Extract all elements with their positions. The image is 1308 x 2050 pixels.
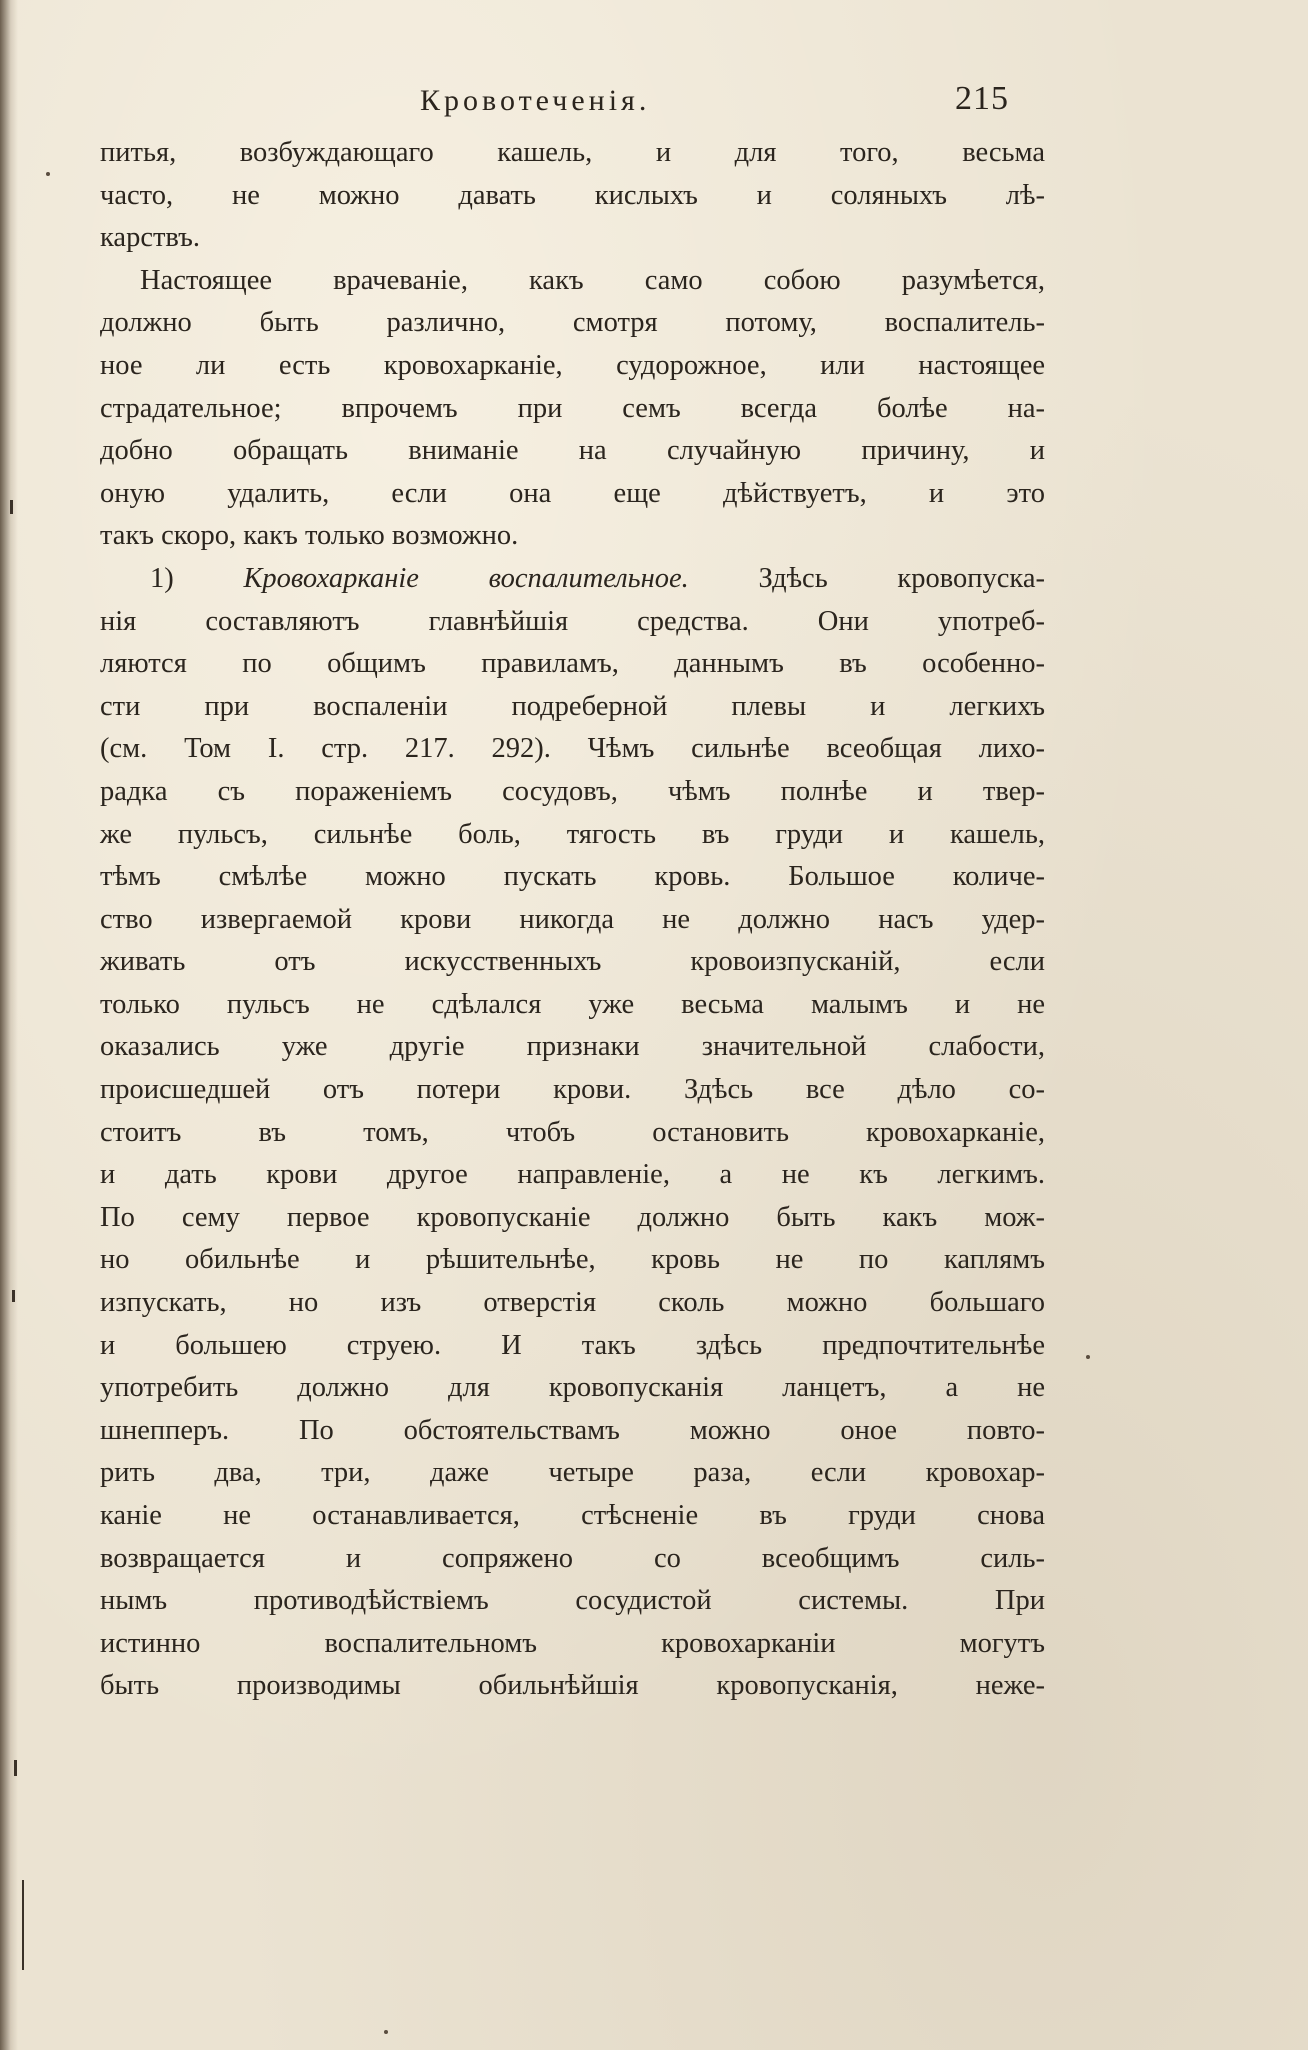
paragraph-start-line: Настоящее врачеваніе, какъ само собою разумѣется, [140, 264, 1045, 296]
ink-speck [1086, 1355, 1090, 1359]
text-line: (см. Том I. стр. 217. 292). Чѣмъ сильнѣе всеобщая лихо- [100, 733, 1045, 765]
text-line: живать отъ искусственныхъ кровоизпусканій, если [100, 946, 1045, 978]
text-line: возвращается и сопряжено со всеобщимъ силь- [100, 1542, 1045, 1574]
text-line: ное ли есть кровохарканіе, судорожное, или настоящее [100, 349, 1045, 381]
text-line: ство извергаемой крови никогда не должно насъ удер- [100, 903, 1045, 935]
ink-speck [384, 2030, 388, 2034]
section-title-rest: Здѣсь кровопуска- [758, 562, 1045, 594]
body-text [100, 132, 1045, 1708]
text-line: только пульсъ не сдѣлался уже весьма малымъ и не [100, 988, 1045, 1020]
text-line: быть производимы обильнѣйшія кровопусканія, неже- [100, 1670, 1045, 1702]
margin-mark [22, 1880, 24, 1970]
text-line: ляются по общимъ правиламъ, даннымъ въ особенно- [100, 648, 1045, 680]
text-line: и дать крови другое направленіе, а не къ легкимъ. [100, 1159, 1045, 1191]
text-line: питья, возбуждающаго кашель, и для того, весьма [100, 137, 1045, 168]
text-line: шнепперъ. По обстоятельствамъ можно оное повто- [100, 1414, 1045, 1446]
text-line: истинно воспалительномъ кровохарканіи могутъ [100, 1627, 1045, 1659]
text-line: страдательное; впрочемъ при семъ всегда болѣе на- [100, 392, 1045, 424]
margin-mark [12, 1290, 15, 1302]
section-title: Кровохарканіе воспалительное. [243, 562, 689, 594]
text-line: тѣмъ смѣлѣе можно пускать кровь. Большое количе- [100, 861, 1045, 893]
text-line: каніе не останавливается, стѣсненіе въ груди снова [100, 1500, 1045, 1531]
section-heading-line [100, 558, 1045, 601]
text-line: употребить должно для кровопусканія ланцетъ, а не [100, 1372, 1045, 1404]
text-line: но обильнѣе и рѣшительнѣе, кровь не по каплямъ [100, 1244, 1045, 1276]
page-number: 215 [955, 80, 1009, 117]
text-line: часто, не можно давать кислыхъ и соляныхъ лѣ- [100, 179, 1045, 211]
text-line: стоитъ въ томъ, чтобъ остановить кровохарканіе, [100, 1116, 1045, 1148]
text-line: оказались уже другіе признаки значительной слабости, [100, 1031, 1045, 1063]
text-line: оную удалить, если она еще дѣйствуетъ, и это [100, 477, 1045, 509]
text-line: изпускать, но изъ отверстія сколь можно большаго [100, 1287, 1045, 1319]
margin-mark [14, 1760, 17, 1776]
text-line: должно быть различно, смотря потому, воспалитель- [100, 307, 1045, 339]
text-line: же пульсъ, сильнѣе боль, тягость въ груди и кашель, [100, 818, 1045, 850]
text-line: По сему первое кровопусканіе должно быть какъ мож- [100, 1201, 1045, 1233]
text-line: сти при воспаленіи подреберной плевы и легкихъ [100, 690, 1045, 722]
text-line: такъ скоро, какъ только возможно. [100, 520, 519, 552]
text-line: нымъ противодѣйствіемъ сосудистой системы. При [100, 1585, 1045, 1617]
running-head: Кровотеченія. [420, 84, 651, 117]
section-number: 1) [150, 562, 174, 594]
text-line: нія составляютъ главнѣйшія средства. Они употреб- [100, 605, 1045, 637]
text-line: рить два, три, даже четыре раза, если кровохар- [100, 1457, 1045, 1489]
ink-speck [46, 172, 50, 176]
text-line: радка съ пораженіемъ сосудовъ, чѣмъ полнѣе и твер- [100, 775, 1045, 807]
text-line: и большею струею. И такъ здѣсь предпочтительнѣе [100, 1329, 1045, 1361]
text-line: карствъ. [100, 222, 201, 254]
page-header [0, 80, 1308, 130]
text-line: добно обращать вниманіе на случайную причину, и [100, 435, 1045, 467]
margin-mark [10, 500, 13, 514]
text-line: происшедшей отъ потери крови. Здѣсь все дѣло со- [100, 1074, 1045, 1106]
page-edge-shadow [0, 0, 18, 2050]
